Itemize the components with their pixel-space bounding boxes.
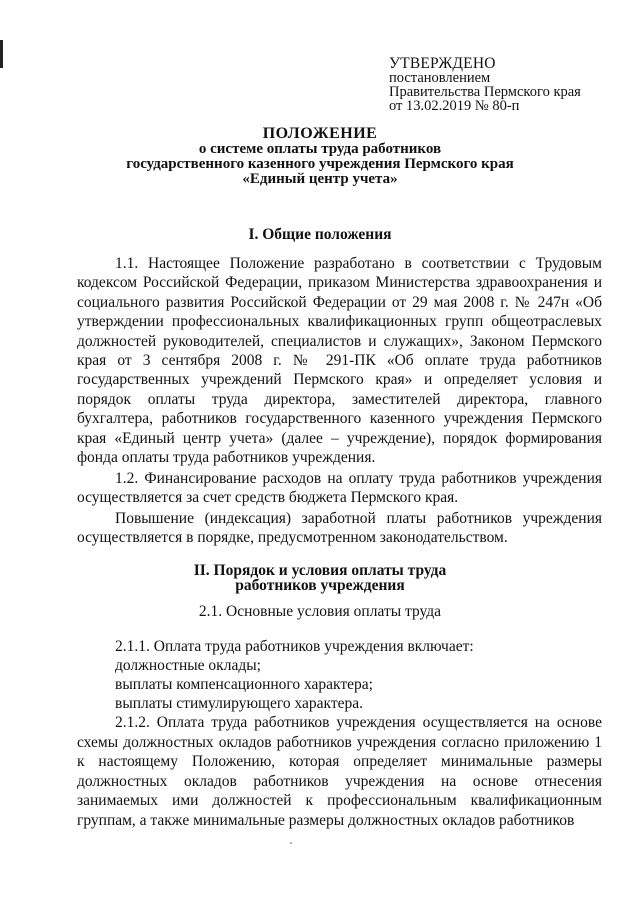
paragraph-1-1: 1.1. Настоящее Положение разработано в соответствии с Трудовым кодексом Российской Федерации, приказом Министерства здравоохранения и социального развития Российской Федерации от 29 мая 2008 г. № 247н «Об утверждении профессиональных квалификационных групп общеотраслевых должностей руководителей, специалистов и служащих», Законом Пермского края от 3 сентября 2008 г. № 291-ПК «Об оплате труда работников государственных учреждений Пермского края» и определяет условия и порядок оплаты труда директора, заместителей директора, главного бухгалтера, работников государственного казенного учреждения Пермского края «Единый центр учета» (далее – учреждение), порядок формирования фонда оплаты труда работников учреждения.	[77, 255, 602, 467]
document-subtitle-line-1: о системе оплаты труда работников	[198, 141, 442, 157]
section-1-heading: I. Общие положения	[248, 226, 392, 243]
section-2-heading-line-2: работников учреждения	[235, 577, 405, 594]
list-item-incentive: выплаты стимулирующего характера.	[115, 695, 363, 712]
paragraph-1-2-indexation: Повышение (индексация) заработной платы работников учреждения осуществляется в порядке, предусмотренном законодательством.	[77, 510, 602, 547]
approval-line-1: постановлением	[389, 70, 491, 86]
section-2-heading-line-1: II. Порядок и условия оплаты труда	[193, 562, 447, 579]
paragraph-1-2: 1.2. Финансирование расходов на оплату труда работников учреждения осуществляется за счет средств бюджета Пермского края.	[77, 470, 602, 507]
subsection-2-1-heading: 2.1. Основные условия оплаты труда	[198, 603, 442, 620]
document-subtitle-line-3: «Единый центр учета»	[242, 171, 398, 187]
document-title-block	[0, 126, 640, 187]
page-edge-mark	[0, 40, 3, 68]
list-item-salaries: должностные оклады;	[115, 657, 261, 674]
paragraph-2-1-2: 2.1.2. Оплата труда работников учреждения осуществляется на основе схемы должностных окладов работников учреждения согласно приложению 1 к настоящему Положению, которая определяет минимальные размеры должностных окладов работников учреждения на основе отнесения занимаемых ими должностей к профессиональным квалификационным группам, а также минимальные размеры должностных окладов работников	[77, 714, 602, 829]
paragraph-2-1-1: 2.1.1. Оплата труда работников учреждения включает:	[115, 638, 474, 655]
approval-line-2: Правительства Пермского края	[389, 84, 581, 100]
approval-line-3: от 13.02.2019 № 80-п	[389, 98, 520, 114]
document-title: ПОЛОЖЕНИЕ	[262, 125, 378, 142]
approval-stamp-block	[389, 57, 619, 113]
section-2-heading	[0, 563, 640, 593]
list-item-compensation: выплаты компенсационного характера;	[115, 676, 373, 693]
document-subtitle-line-2: государственного казенного учреждения Пермского края	[126, 156, 514, 172]
scan-speck	[290, 842, 292, 844]
approval-heading: УТВЕРЖДЕНО	[389, 55, 496, 72]
